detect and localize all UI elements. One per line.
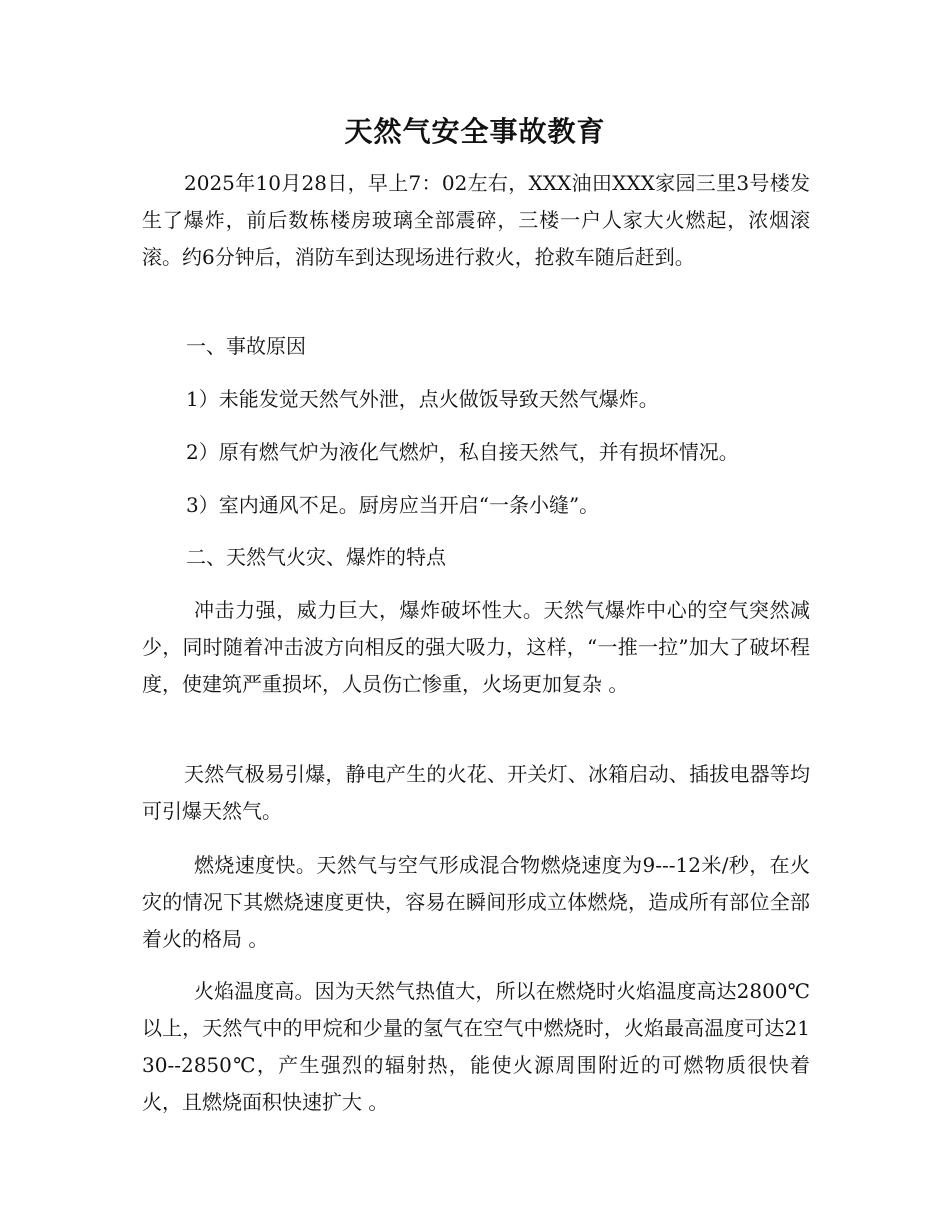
feature-paragraph-ignition: 天然气极易引爆，静电产生的火花、开关灯、冰箱启动、插拔电器等均可引爆天然气。 (142, 762, 810, 823)
section-heading-features: 二、天然气火灾、爆炸的特点 (186, 545, 446, 569)
cause-item-2: 2）原有燃气炉为液化气燃炉，私自接天然气，并有损坏情况。 (186, 440, 739, 464)
feature-paragraph-impact: 冲击力强，威力巨大，爆炸破坏性大。天然气爆炸中心的空气突然减少，同时随着冲击波方向相反的强大吸力，这样，“一推一拉”加大了破坏程度，使建筑严重损坏，人员伤亡惨重，火场更加复杂 。 (142, 598, 810, 696)
document-title: 天然气安全事故教育 (344, 115, 606, 148)
feature-paragraph-speed: 燃烧速度快。天然气与空气形成混合物燃烧速度为9---12米/秒，在火灾的情况下其燃烧速度更快，容易在瞬间形成立体燃烧，造成所有部位全部着火的格局 。 (142, 853, 810, 951)
section-heading-causes: 一、事故原因 (186, 334, 306, 358)
cause-item-3: 3）室内通风不足。厨房应当开启“一条小缝”。 (186, 493, 600, 517)
cause-item-1: 1）未能发觉天然气外泄，点火做饭导致天然气爆炸。 (186, 387, 659, 411)
feature-paragraph-temperature: 火焰温度高。因为天然气热值大，所以在燃烧时火焰温度高达2800℃以上，天然气中的甲烷和少量的氢气在空气中燃烧时，火焰最高温度可达2130--2850℃，产生强烈的辐射热，能使火源周围附近的可燃物质很快着火，且燃烧面积快速扩大 。 (142, 979, 810, 1114)
intro-paragraph: 2025年10月28日，早上7：02左右，XXX油田XXX家园三里3号楼发生了爆炸，前后数栋楼房玻璃全部震碎，三楼一户人家大火燃起，浓烟滚滚。约6分钟后，消防车到达现场进行救火，抢救车随后赶到。 (142, 171, 810, 269)
